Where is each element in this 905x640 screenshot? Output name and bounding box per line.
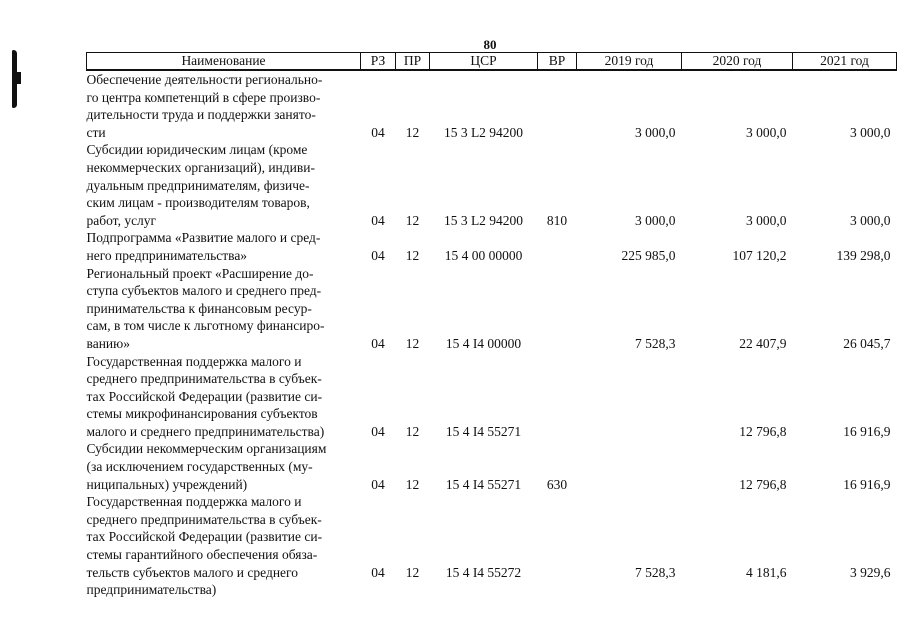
row-name-line: Государственная поддержка малого и bbox=[86, 494, 302, 510]
row-pr bbox=[396, 229, 430, 264]
row-csr-value: 15 4 I4 55272 bbox=[445, 564, 522, 580]
row-pr bbox=[396, 440, 430, 493]
row-rz-value: 04 bbox=[371, 247, 385, 263]
row-2019 bbox=[577, 70, 682, 141]
row-name-line: тах Российской Федерации (развитие си- bbox=[86, 388, 323, 404]
row-2021 bbox=[793, 440, 897, 493]
row-name-line: тах Российской Федерации (развитие си- bbox=[86, 529, 323, 545]
row-csr bbox=[430, 229, 538, 264]
row-vr bbox=[538, 229, 577, 264]
row-rz bbox=[361, 353, 396, 441]
row-rz bbox=[361, 70, 396, 141]
row-2021-value: 3 000,0 bbox=[850, 212, 891, 228]
row-name-line: ступа субъектов малого и среднего пред- bbox=[86, 283, 322, 299]
header-vr: ВР bbox=[538, 53, 577, 71]
row-name-line: Обеспечение деятельности регионально- bbox=[86, 72, 323, 87]
page-number: 80 bbox=[483, 37, 497, 52]
row-name-line: среднего предпринимательства в субъек- bbox=[86, 371, 322, 387]
row-name-line: среднего предпринимательства в субъек- bbox=[86, 511, 322, 527]
row-2020 bbox=[682, 229, 793, 264]
row-csr bbox=[430, 353, 538, 441]
row-name-line: работ, услуг bbox=[86, 212, 157, 228]
row-csr bbox=[430, 70, 538, 141]
row-2021-value: 26 045,7 bbox=[843, 335, 891, 351]
row-2019-value: 3 000,0 bbox=[635, 212, 676, 228]
row-2020 bbox=[682, 440, 793, 493]
row-name-line: Региональный проект «Расширение до- bbox=[86, 265, 314, 281]
row-2019 bbox=[577, 353, 682, 441]
row-csr-value: 15 4 00 00000 bbox=[444, 247, 523, 263]
row-name-line: сам, в том числе к льготному финансиро- bbox=[86, 318, 325, 334]
row-name-line: него предпринимательства» bbox=[86, 247, 248, 263]
header-name: Наименование bbox=[87, 53, 361, 71]
row-name-line: малого и среднего предпринимательства) bbox=[86, 423, 325, 439]
row-rz-value: 04 bbox=[371, 124, 385, 140]
row-2019 bbox=[577, 265, 682, 353]
row-2020 bbox=[682, 265, 793, 353]
header-csr: ЦСР bbox=[430, 53, 538, 71]
row-2019-value: 3 000,0 bbox=[635, 124, 676, 140]
row-pr bbox=[396, 265, 430, 353]
row-name-line: дуальным предпринимателям, физиче- bbox=[86, 177, 310, 193]
row-name-line: Подпрограмма «Развитие малого и сред- bbox=[86, 230, 321, 246]
line-spacer bbox=[430, 581, 538, 599]
row-name-line: Субсидии юридическим лицам (кроме bbox=[86, 142, 308, 158]
row-csr bbox=[430, 141, 538, 229]
row-2021 bbox=[793, 141, 897, 229]
row-2021 bbox=[793, 229, 897, 264]
table-row bbox=[87, 70, 897, 141]
row-name-line: ванию» bbox=[86, 335, 130, 351]
row-pr-value: 12 bbox=[405, 212, 420, 228]
row-name-line: сти bbox=[86, 124, 106, 140]
row-csr bbox=[430, 493, 538, 599]
table-row bbox=[87, 141, 897, 229]
row-2021-value: 16 916,9 bbox=[843, 476, 891, 492]
table-row bbox=[87, 353, 897, 441]
table-row bbox=[87, 265, 897, 353]
row-vr bbox=[538, 353, 577, 441]
row-name-line: предпринимательства) bbox=[86, 582, 217, 598]
table-row bbox=[87, 493, 897, 599]
row-rz bbox=[361, 440, 396, 493]
row-pr bbox=[396, 353, 430, 441]
row-pr-value: 12 bbox=[405, 564, 420, 580]
row-name bbox=[87, 353, 361, 441]
row-rz bbox=[361, 141, 396, 229]
row-2019 bbox=[577, 440, 682, 493]
row-csr-value: 15 3 L2 94200 bbox=[443, 124, 524, 140]
row-2019 bbox=[577, 229, 682, 264]
row-vr-value: 810 bbox=[546, 212, 568, 228]
row-rz-value: 04 bbox=[371, 476, 385, 492]
line-spacer bbox=[682, 581, 787, 599]
header-rz: РЗ bbox=[361, 53, 396, 71]
row-2020 bbox=[682, 353, 793, 441]
row-csr-value: 15 4 I4 55271 bbox=[445, 423, 522, 439]
row-csr bbox=[430, 440, 538, 493]
row-2019 bbox=[577, 493, 682, 599]
row-name-line: тельств субъектов малого и среднего bbox=[86, 564, 298, 580]
row-vr bbox=[538, 141, 577, 229]
row-vr bbox=[538, 70, 577, 141]
row-rz bbox=[361, 493, 396, 599]
row-2020-value: 12 796,8 bbox=[739, 476, 787, 492]
row-2019-value: 7 528,3 bbox=[635, 335, 676, 351]
row-name bbox=[87, 141, 361, 229]
row-name-line: Государственная поддержка малого и bbox=[86, 353, 302, 369]
row-rz-value: 04 bbox=[371, 564, 385, 580]
row-name-line: некоммерческих организаций), индиви- bbox=[86, 159, 315, 175]
row-2020-value: 4 181,6 bbox=[746, 564, 787, 580]
row-name-line: стемы гарантийного обеспечения обяза- bbox=[86, 547, 318, 563]
row-name bbox=[87, 70, 361, 141]
table-body bbox=[87, 70, 897, 599]
header-2021: 2021 год bbox=[793, 53, 897, 71]
row-2021-value: 3 000,0 bbox=[850, 124, 891, 140]
row-rz-value: 04 bbox=[371, 335, 385, 351]
row-2020-value: 22 407,9 bbox=[739, 335, 787, 351]
binding-mark-tick bbox=[17, 72, 21, 84]
row-2021 bbox=[793, 70, 897, 141]
row-name-line: Субсидии некоммерческим организациям bbox=[86, 441, 327, 457]
line-spacer bbox=[538, 581, 577, 599]
row-pr bbox=[396, 493, 430, 599]
row-csr-value: 15 4 I4 55271 bbox=[445, 476, 522, 492]
line-spacer bbox=[793, 581, 891, 599]
row-pr bbox=[396, 141, 430, 229]
row-2019 bbox=[577, 141, 682, 229]
header-pr: ПР bbox=[396, 53, 430, 71]
row-csr-value: 15 4 I4 00000 bbox=[445, 335, 522, 351]
row-name bbox=[87, 265, 361, 353]
row-2021 bbox=[793, 493, 897, 599]
row-2020 bbox=[682, 141, 793, 229]
row-vr bbox=[538, 265, 577, 353]
row-csr bbox=[430, 265, 538, 353]
budget-table bbox=[86, 52, 897, 599]
row-csr-value: 15 3 L2 94200 bbox=[443, 212, 524, 228]
row-name bbox=[87, 493, 361, 599]
row-2021-value: 16 916,9 bbox=[843, 423, 891, 439]
line-spacer bbox=[577, 581, 676, 599]
row-rz-value: 04 bbox=[371, 212, 385, 228]
row-2020-value: 3 000,0 bbox=[746, 212, 787, 228]
row-pr-value: 12 bbox=[405, 335, 420, 351]
row-2021-value: 139 298,0 bbox=[836, 247, 891, 263]
row-vr-value: 630 bbox=[546, 476, 568, 492]
row-name-line: ским лицам - производителям товаров, bbox=[86, 195, 310, 211]
table-header-row bbox=[87, 53, 897, 71]
line-spacer bbox=[396, 581, 430, 599]
row-vr bbox=[538, 440, 577, 493]
row-rz-value: 04 bbox=[371, 423, 385, 439]
row-name bbox=[87, 229, 361, 264]
row-rz bbox=[361, 265, 396, 353]
header-2020: 2020 год bbox=[682, 53, 793, 71]
row-2020-value: 3 000,0 bbox=[746, 124, 787, 140]
header-2019: 2019 год bbox=[577, 53, 682, 71]
row-rz bbox=[361, 229, 396, 264]
row-2020 bbox=[682, 493, 793, 599]
line-spacer bbox=[361, 581, 396, 599]
row-name-line: дительности труда и поддержки занято- bbox=[86, 107, 316, 123]
row-name-line: го центра компетенций в сфере произво- bbox=[86, 89, 321, 105]
row-pr-value: 12 bbox=[405, 476, 420, 492]
row-2021 bbox=[793, 265, 897, 353]
row-pr-value: 12 bbox=[405, 247, 420, 263]
row-2021-value: 3 929,6 bbox=[850, 564, 891, 580]
row-name-line: принимательства к финансовым ресур- bbox=[86, 300, 312, 316]
row-vr bbox=[538, 493, 577, 599]
row-2019-value: 225 985,0 bbox=[621, 247, 676, 263]
row-name-line: (за исключением государственных (му- bbox=[86, 459, 313, 475]
row-2020-value: 107 120,2 bbox=[732, 247, 787, 263]
row-2021 bbox=[793, 353, 897, 441]
row-name-line: ниципальных) учреждений) bbox=[86, 476, 248, 492]
table-row bbox=[87, 229, 897, 264]
row-2020 bbox=[682, 70, 793, 141]
row-pr bbox=[396, 70, 430, 141]
row-pr-value: 12 bbox=[405, 124, 420, 140]
row-2019-value: 7 528,3 bbox=[635, 564, 676, 580]
row-2020-value: 12 796,8 bbox=[739, 423, 787, 439]
row-name-line: стемы микрофинансирования субъектов bbox=[86, 406, 318, 422]
row-pr-value: 12 bbox=[405, 423, 420, 439]
table-row bbox=[87, 440, 897, 493]
row-name bbox=[87, 440, 361, 493]
